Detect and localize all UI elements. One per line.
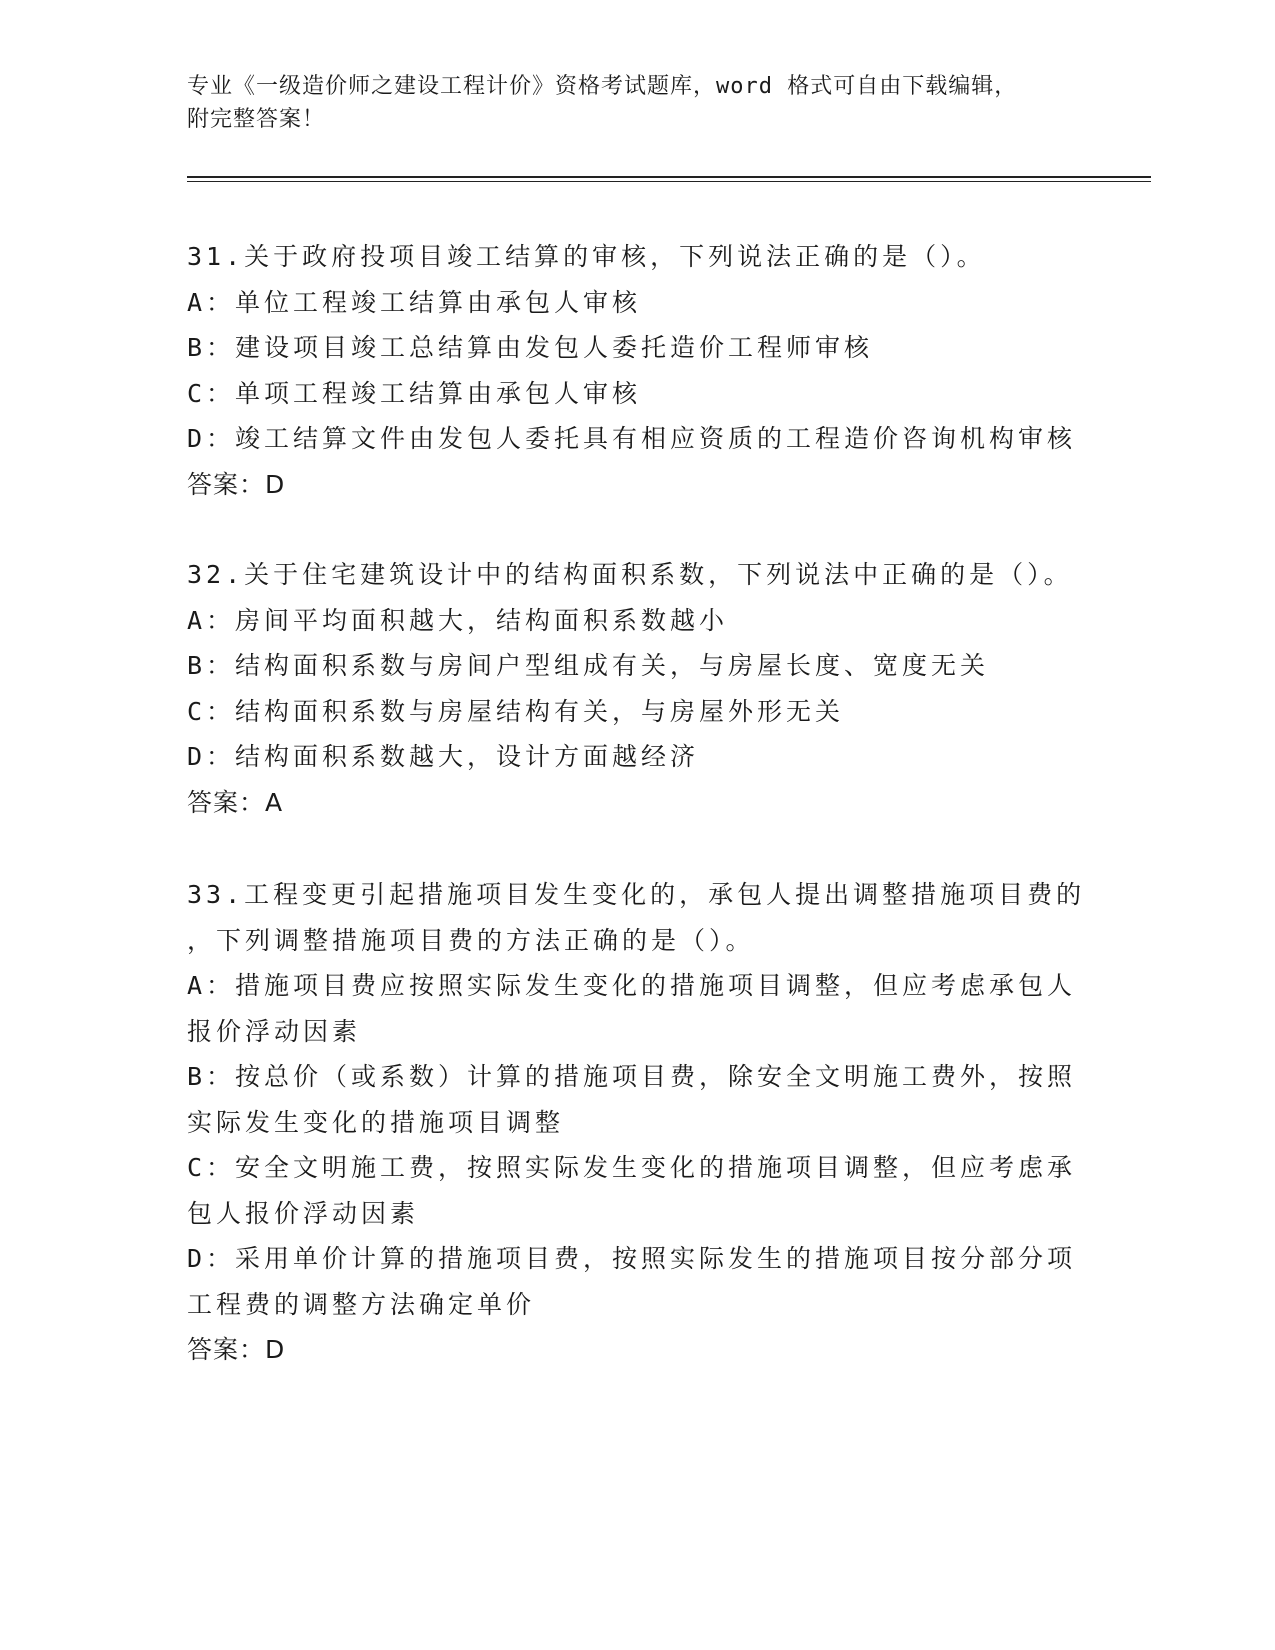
question-33 [187, 872, 1087, 1373]
option-b: B：建设项目竣工总结算由发包人委托造价工程师审核 [187, 333, 874, 362]
answer: 答案：A [187, 787, 284, 817]
option-b-line-1: B：按总价（或系数）计算的措施项目费，除安全文明施工费外，按照 [187, 1062, 1077, 1091]
header-line-2: 附完整答案！ [187, 107, 326, 132]
option-d-line-2: 工程费的调整方法确定单价 [187, 1289, 536, 1319]
option-a: A：单位工程竣工结算由承包人审核 [187, 287, 642, 317]
question-31 [187, 234, 1087, 507]
header-line-1: 专业《一级造价师之建设工程计价》资格考试题库，word 格式可自由下载编辑， [187, 74, 1018, 99]
option-c-line-2: 包人报价浮动因素 [187, 1198, 420, 1228]
option-a: A：房间平均面积越大，结构面积系数越小 [187, 605, 729, 635]
answer: 答案：D [187, 1335, 286, 1364]
question-stem-line-1: 33.工程变更引起措施项目发生变化的，承包人提出调整措施项目费的 [187, 880, 1086, 909]
question-stem: 31.关于政府投项目竣工结算的审核，下列说法正确的是（）。 [187, 242, 986, 271]
answer: 答案：D [187, 469, 286, 499]
header-divider-top [187, 176, 1151, 178]
option-d: D：结构面积系数越大，设计方面越经济 [187, 742, 700, 771]
header-divider-bottom [187, 181, 1151, 182]
option-c: C：单项工程竣工结算由承包人审核 [187, 378, 642, 408]
option-a-line-2: 报价浮动因素 [187, 1016, 362, 1046]
question-stem-line-2: ，下列调整措施项目费的方法正确的是（）。 [187, 925, 755, 955]
question-stem: 32.关于住宅建筑设计中的结构面积系数，下列说法中正确的是（）。 [187, 560, 1073, 589]
option-c-line-1: C：安全文明施工费，按照实际发生变化的措施项目调整，但应考虑承 [187, 1153, 1077, 1182]
question-32 [187, 552, 1087, 825]
document-header [187, 70, 1087, 136]
option-c: C：结构面积系数与房屋结构有关，与房屋外形无关 [187, 696, 845, 726]
option-d: D：竣工结算文件由发包人委托具有相应资质的工程造价咨询机构审核 [187, 424, 1077, 453]
option-b-line-2: 实际发生变化的措施项目调整 [187, 1107, 565, 1137]
option-a-line-1: A：措施项目费应按照实际发生变化的措施项目调整，但应考虑承包人 [187, 971, 1077, 1000]
option-b: B：结构面积系数与房间户型组成有关，与房屋长度、宽度无关 [187, 651, 990, 680]
option-d-line-1: D：采用单价计算的措施项目费，按照实际发生的措施项目按分部分项 [187, 1244, 1077, 1273]
